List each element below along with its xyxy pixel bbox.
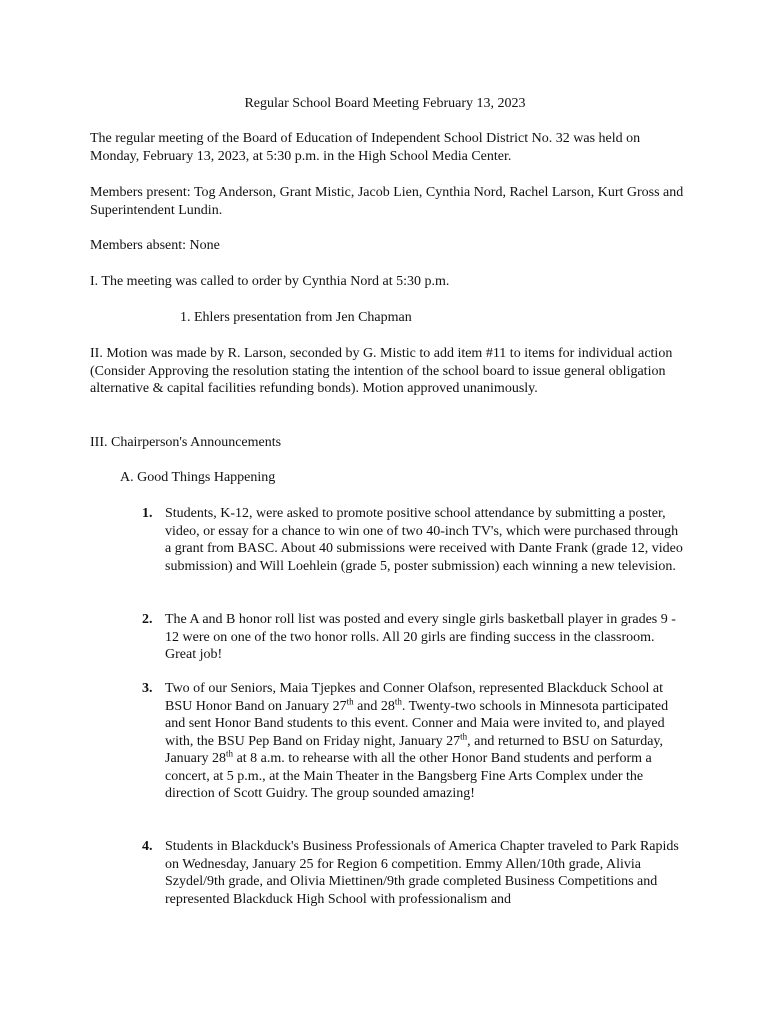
members-absent: Members absent: None bbox=[90, 238, 220, 253]
members-present: Members present: Tog Anderson, Grant Mistic, Jacob Lien, Cynthia Nord, Rachel Larson, Kurt Gross and Superintendent Lundin. bbox=[90, 185, 684, 218]
list-item-number: 2. bbox=[142, 612, 153, 627]
list-item-text: Two of our Seniors, Maia Tjepkes and Conner Olafson, represented Blackduck School at BSU Honor Band on January 27th and 28th. Twenty-two schools in Minnesota participated and sent Honor Band students to this event. Conner and Maia were invited to, and played with, the BSU Pep Band on Friday night, January 27th, and returned to BSU on Saturday, January 28th at 8 a.m. to rehearse with all the other Honor Band students and perform a concert, at 5 p.m., at the Main Theater in the Bangsberg Fine Arts Complex under the direction of Scott Guidry. The group sounded amazing! bbox=[165, 681, 669, 801]
list-item-text: The A and B honor roll list was posted and every single girls basketball player in grades 9 - 12 were on one of the two honor rolls. All 20 girls are finding success in the classroom. Great job! bbox=[165, 612, 676, 662]
list-item-text: Students in Blackduck's Business Professionals of America Chapter traveled to Park Rapids on Wednesday, January 25 for Region 6 competition. Emmy Allen/10th grade, Alivia Szydel/9th grade, and Olivia Miettinen/9th grade completed Business Competitions and represented Blackduck High School with professionalism and bbox=[165, 839, 679, 907]
item-i-subitem: 1. Ehlers presentation from Jen Chapman bbox=[180, 310, 412, 325]
list-item-number: 3. bbox=[142, 681, 153, 696]
document-title: Regular School Board Meeting February 13, 2023 bbox=[244, 96, 526, 111]
section-a-heading: A. Good Things Happening bbox=[120, 470, 276, 485]
intro-paragraph: The regular meeting of the Board of Education of Independent School District No. 32 was held on Monday, February 13, 2023, at 5:30 p.m. in the High School Media Center. bbox=[90, 131, 641, 164]
item-ii: II. Motion was made by R. Larson, seconded by G. Mistic to add item #11 to items for individual action (Consider Approving the resolution stating the intention of the school board to issue general obligation alternative & capital facilities refunding bonds). Motion approved unanimously. bbox=[90, 346, 673, 396]
list-item-number: 1. bbox=[142, 506, 153, 521]
list-item-number: 4. bbox=[142, 839, 153, 854]
item-iii: III. Chairperson's Announcements bbox=[90, 435, 282, 450]
list-item-text: Students, K-12, were asked to promote positive school attendance by submitting a poster, video, or essay for a chance to win one of two 40-inch TV's, which were purchased through a grant from BASC. About 40 submissions were received with Dante Frank (grade 12, video submission) and Will Loehlein (grade 5, poster submission) each winning a new television. bbox=[165, 506, 683, 574]
item-i: I. The meeting was called to order by Cynthia Nord at 5:30 p.m. bbox=[90, 274, 450, 289]
